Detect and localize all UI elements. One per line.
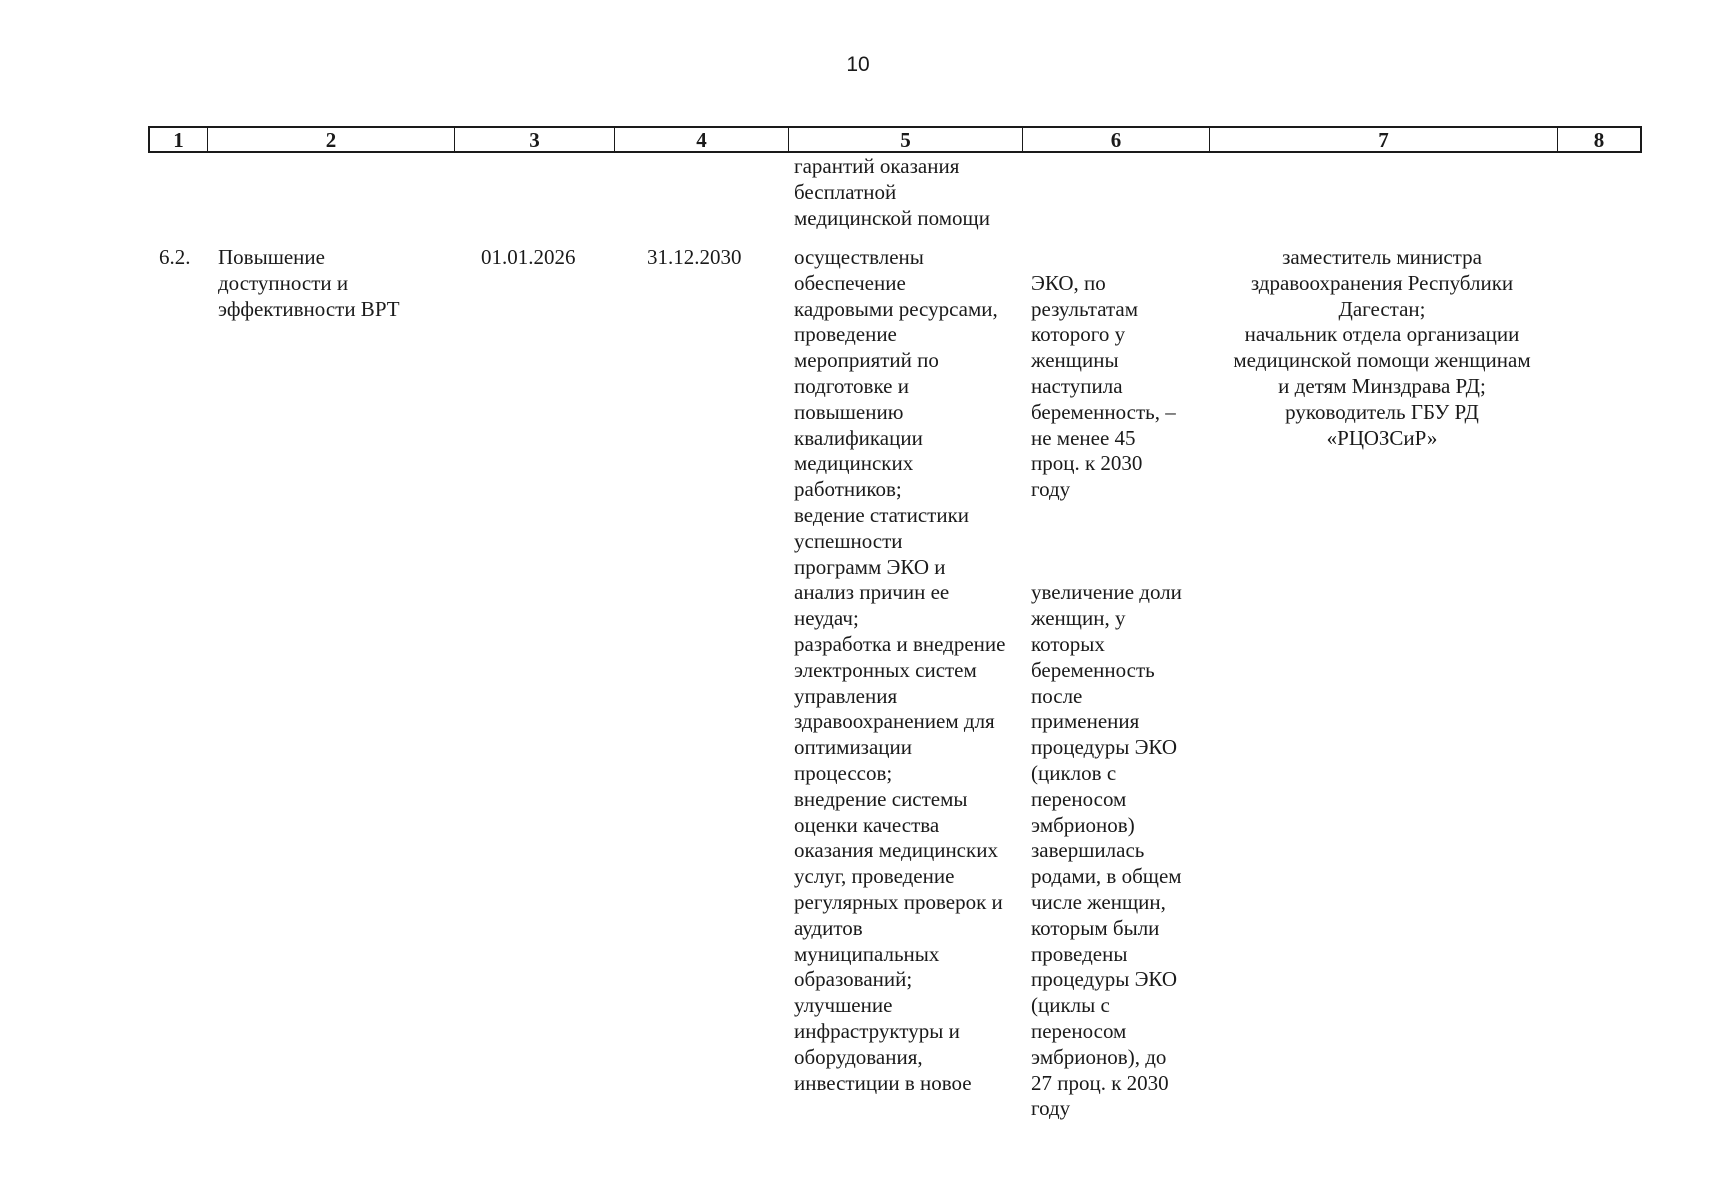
header-col-6: 6 — [1023, 128, 1210, 151]
header-col-8: 8 — [1593, 128, 1605, 152]
header-col-2: 2 — [208, 128, 455, 151]
row-name: Повышение доступности и эффективности ВРТ — [218, 245, 400, 321]
page-number: 10 — [846, 53, 870, 76]
header-col-3: 3 — [455, 128, 615, 151]
indicator-2: увеличение доли женщин, у которых беременность после применения процедуры ЭКО (циклов с переносом эмбрионов) завершилась родами, в общем числе женщин, которым были проведены процедуры ЭКО (циклы с переносом эмбрионов), до 27 проц. к 2030 году — [1031, 580, 1182, 1121]
header-col-7: 7 — [1210, 128, 1558, 151]
header-col-5: 5 — [789, 128, 1023, 151]
row-end-date: 31.12.2030 — [647, 245, 742, 269]
row-start-date: 01.01.2026 — [481, 245, 576, 269]
header-col-1: 1 — [150, 128, 208, 151]
indicator-1: ЭКО, по результатам которого у женщины наступила беременность, – не менее 45 проц. к 2030 году — [1031, 270, 1176, 502]
row-responsible: заместитель министра здравоохранения Республики Дагестан; начальник отдела организации медицинской помощи женщинам и детям Минздрава РД; руководитель ГБУ РД «РЦОЗСиР» — [1233, 245, 1531, 450]
row-indicators — [1031, 245, 1182, 1148]
row-actions: осуществлены обеспечение кадровыми ресурсами, проведение мероприятий по подготовке и повышению квалификации медицинских работников; ведение статистики успешности программ ЭКО и анализ причин ее неудач; разработка и внедрение электронных систем управления здравоохранением для оптимизации процессов; внедрение системы оценки качества оказания медицинских услуг, проведение регулярных проверок и аудитов муниципальных образований; улучшение инфраструктуры и оборудования, инвестиции в новое — [794, 245, 1006, 1095]
table-header-row — [148, 126, 1642, 153]
header-col-4: 4 — [615, 128, 789, 151]
row-number: 6.2. — [159, 245, 191, 269]
continuation-col5-text: гарантий оказания бесплатной медицинской помощи — [794, 154, 990, 230]
